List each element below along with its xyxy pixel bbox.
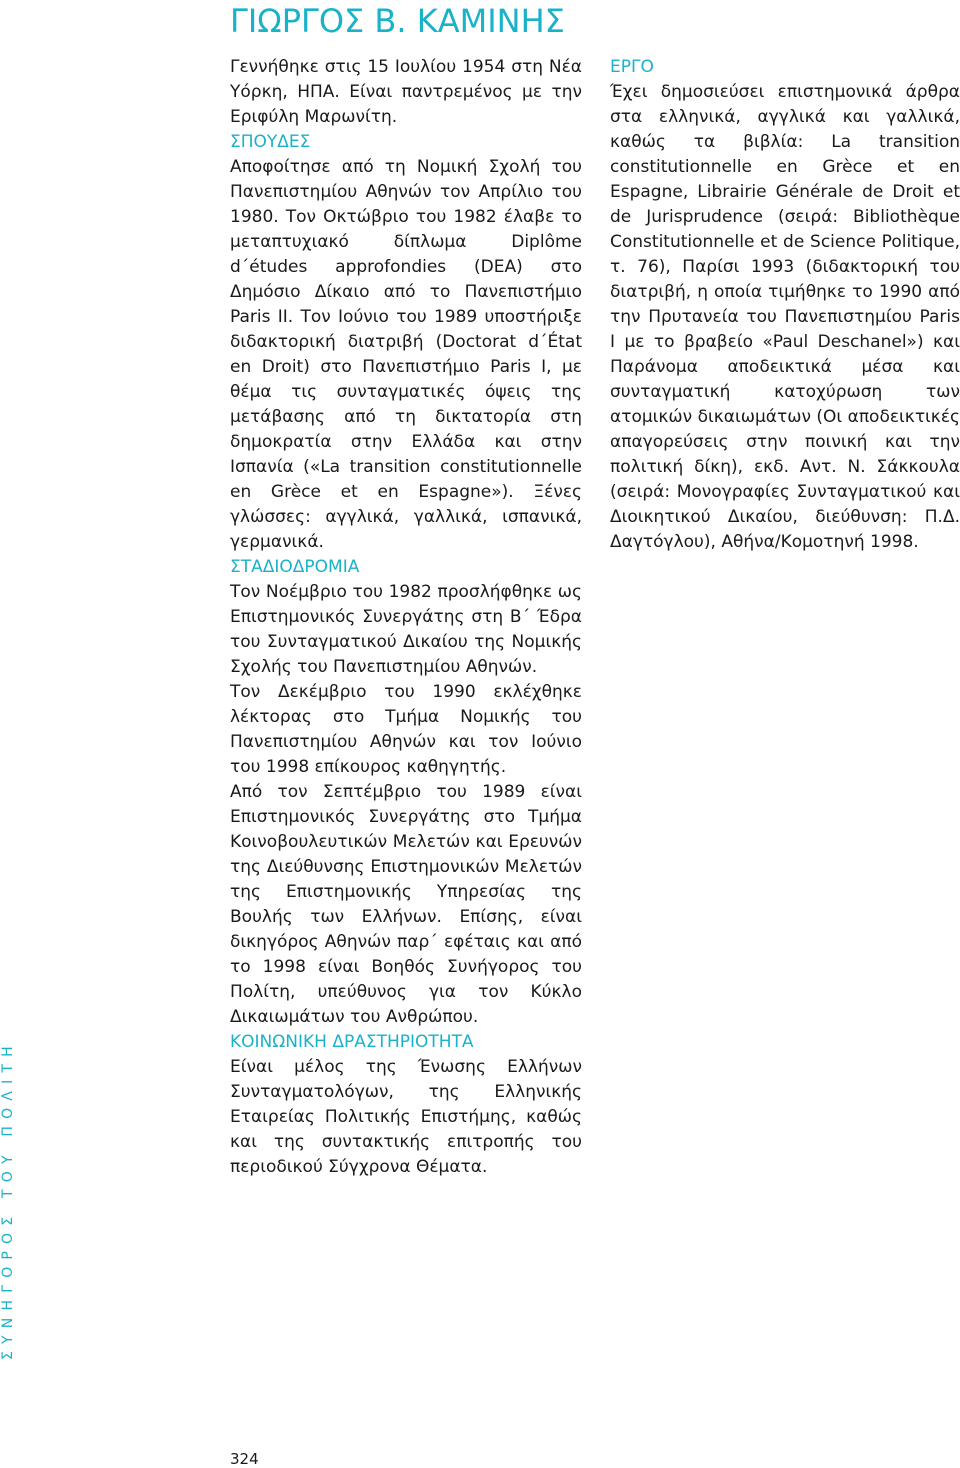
page-title: ΓΙΩΡΓΟΣ Β. ΚΑΜΙΝΗΣ (230, 2, 565, 40)
intro-paragraph: Γεννήθηκε στις 15 Ιουλίου 1954 στη Νέα Υόρκη, ΗΠΑ. Είναι παντρεμένος με την Εριφύλη Μαρωνίτη. (230, 57, 582, 127)
career-paragraph-3: Από τον Σεπτέμβριο του 1989 είναι Επιστημονικός Συνεργάτης στο Τμήμα Κοινοβουλευτικών Μελετών και Ερευνών της Διεύθυνσης Επιστημονικών Μελετών της Επιστημονικής Υπηρεσίας της Βουλής των Ελλήνων. Επίσης, είναι δικηγόρος Αθηνών παρ΄ εφέταις και από το 1998 είναι Βοηθός Συνήγορος του Πολίτη, υπεύθυνος για τον Κύκλο Δικαιωμάτων του Ανθρώπου. (230, 782, 582, 1027)
work-heading: ΕΡΓΟ (610, 57, 654, 77)
right-column (610, 55, 960, 555)
career-paragraph-1: Τον Νοέμβριο του 1982 προσλήφθηκε ως Επιστημονικός Συνεργάτης στη Β΄ Έδρα του Συνταγματικού Δικαίου της Νομικής Σχολής του Πανεπιστημίου Αθηνών. (230, 582, 582, 677)
side-publication-label: ΣΥΝΗΓΟΡΟΣ ΤΟΥ ΠΟΛΙΤΗ (0, 1039, 16, 1360)
career-paragraph-2: Τον Δεκέμβριο του 1990 εκλέχθηκε λέκτορας στο Τμήμα Νομικής του Πανεπιστημίου Αθηνών και τον Ιούνιο του 1998 επίκουρος καθηγητής. (230, 682, 582, 777)
studies-paragraph: Αποφοίτησε από τη Νομική Σχολή του Πανεπιστημίου Αθηνών τον Απρίλιο του 1980. Τον Οκτώβριο του 1982 έλαβε το μεταπτυχιακό δίπλωμα Diplôme d΄études approfondies (DEA) στο Δημόσιο Δίκαιο από το Πανεπιστήμιο Paris II. Τον Ιούνιο του 1989 υποστήριξε διδακτορική διατριβή (Doctorat d΄État en Droit) στο Πανεπιστήμιο Paris I, με θέμα τις συνταγματικές όψεις της μετάβασης από τη δικτατορία στη δημοκρατία στην Ελλάδα και στην Ισπανία («La transition constitutionnelle en Grèce et en Espagne»). Ξένες γλώσσες: αγγλικά, γαλλικά, ισπανικά, γερμανικά. (230, 157, 582, 552)
work-paragraph: Έχει δημοσιεύσει επιστημονικά άρθρα στα ελληνικά, αγγλικά και γαλλικά, καθώς τα βιβλία: La transition constitutionnelle en Grèce et en Espagne, Librairie Générale de Droit et de Jurisprudence (σειρά: Bibliothèque Constitutionnelle et de Science Politique, τ. 76), Παρίσι 1993 (διδακτορική του διατριβή, η οποία τιμήθηκε το 1990 από την Πρυτανεία του Πανεπιστημίου Paris I με το βραβείο «Paul Deschanel») και Παράνομα αποδεικτικά μέσα και συνταγματική κατοχύρωση των ατομικών δικαιωμάτων (Οι αποδεικτικές απαγορεύσεις στην ποινική και την πολιτική δίκη), εκδ. Αντ. Ν. Σάκκουλα (σειρά: Μονογραφίες Συνταγματικού και Διοικητικού Δικαίου, διεύθυνση: Π.Δ. Δαγτόγλου), Αθήνα/Κομοτηνή 1998. (610, 82, 960, 552)
career-heading: ΣΤΑΔΙΟΔΡΟΜΙΑ (230, 557, 360, 577)
left-column (230, 55, 582, 1180)
social-heading: ΚΟΙΝΩΝΙΚΗ ΔΡΑΣΤΗΡΙΟΤΗΤΑ (230, 1032, 474, 1052)
social-paragraph: Είναι μέλος της Ένωσης Ελλήνων Συνταγματολόγων, της Ελληνικής Εταιρείας Πολιτικής Επιστήμης, καθώς και της συντακτικής επιτροπής του περιοδικού Σύγχρονα Θέματα. (230, 1057, 582, 1177)
studies-heading: ΣΠΟΥΔΕΣ (230, 132, 311, 152)
page-number: 324 (230, 1450, 259, 1468)
